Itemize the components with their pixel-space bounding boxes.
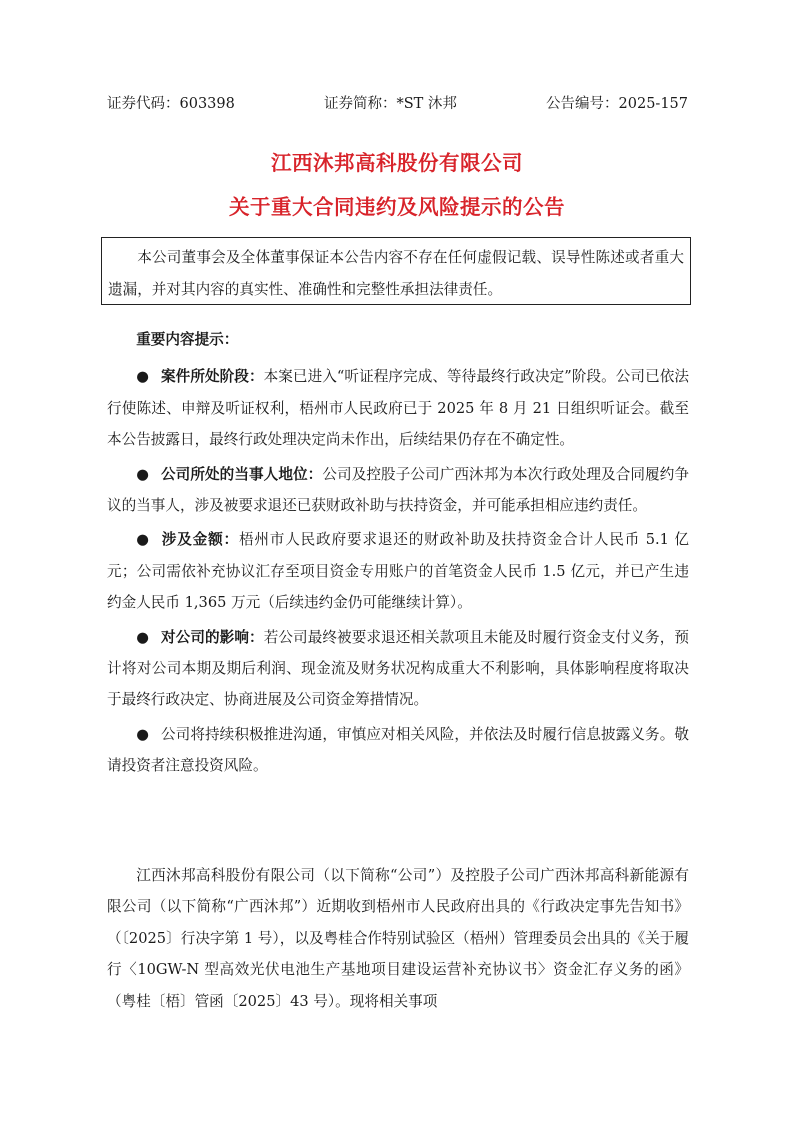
highlight-text: 公司及控股子公司广西沐邦为本次行政处理及合同履约争议的当事人，涉及被要求退还已获财政补助与扶持资金，并可能承担相应违约责任。 — [107, 465, 689, 515]
highlights-heading: 重要内容提示： — [136, 331, 239, 348]
highlight-item — [107, 459, 689, 522]
bullet-icon: ● — [136, 628, 149, 646]
intro-paragraph: 江西沐邦高科股份有限公司（以下简称“公司”）及控股子公司广西沐邦高科新能源有限公司（以下简称“广西沐邦”）近期收到梧州市人民政府出具的《行政决定事先告知书》（〔2025〕行决字第 1 号），以及粤桂合作特别试验区（梧州）管理委员会出具的《关于履行〈10GW-N 型高效光伏电池生产基地项目建设运营补充协议书〉资金汇存义务的函》（粤桂〔梧〕管函〔2025〕43 号）。现将相关事项 — [107, 867, 689, 1010]
highlight-item — [107, 622, 689, 716]
board-guarantee-text: 本公司董事会及全体董事保证本公告内容不存在任何虚假记载、误导性陈述或者重大遗漏，并对其内容的真实性、准确性和完整性承担法律责任。 — [108, 249, 684, 298]
highlight-label: 对公司的影响： — [161, 628, 264, 646]
bullet-icon: ● — [136, 368, 149, 386]
announcement-number: 公告编号：2025-157 — [546, 96, 688, 112]
highlight-item — [107, 719, 689, 782]
stock-code: 证券代码：603398 — [107, 96, 235, 112]
intro-section — [107, 860, 689, 1017]
bullet-icon: ● — [136, 531, 150, 549]
highlight-label: 涉及金额： — [161, 531, 239, 549]
company-title: 江西沐邦高科股份有限公司 — [271, 151, 523, 175]
bullet-icon: ● — [136, 465, 149, 483]
highlight-text: 梧州市人民政府要求退还的财政补助及扶持资金合计人民币 5.1 亿元；公司需依补充协议汇存至项目资金专用账户的首笔资金人民币 1.5 亿元，并已产生违约金人民币 1,365 万元（后续违约金仍可能继续计算）。 — [107, 531, 689, 612]
document-header — [107, 92, 688, 112]
highlight-item — [107, 361, 689, 455]
highlight-text: 若公司最终被要求退还相关款项且未能及时履行资金支付义务，预计将对公司本期及期后利润、现金流及财务状况构成重大不利影响，具体影响程度将取决于最终行政决定、协商进展及公司资金筹措情况。 — [107, 628, 689, 709]
highlight-text: 公司将持续积极推进沟通，审慎应对相关风险，并依法及时履行信息披露义务。敬请投资者注意投资风险。 — [107, 725, 689, 775]
highlight-item — [107, 524, 689, 618]
stock-name: 证券简称：*ST 沐邦 — [323, 96, 457, 112]
board-guarantee-box — [101, 237, 691, 305]
bullet-icon: ● — [136, 725, 149, 743]
highlight-label: 公司所处的当事人地位： — [161, 465, 323, 483]
highlight-label: 案件所处阶段： — [161, 368, 264, 386]
highlights-section — [107, 324, 689, 782]
highlight-text: 本案已进入“听证程序完成、等待最终行政决定”阶段。公司已依法行使陈述、申辩及听证权利，梧州市人民政府已于 2025 年 8 月 21 日组织听证会。截至本公告披露日，最终行政处理决定尚未作出，后续结果仍存在不确定性。 — [107, 368, 689, 449]
announcement-title: 关于重大合同违约及风险提示的公告 — [229, 195, 565, 219]
